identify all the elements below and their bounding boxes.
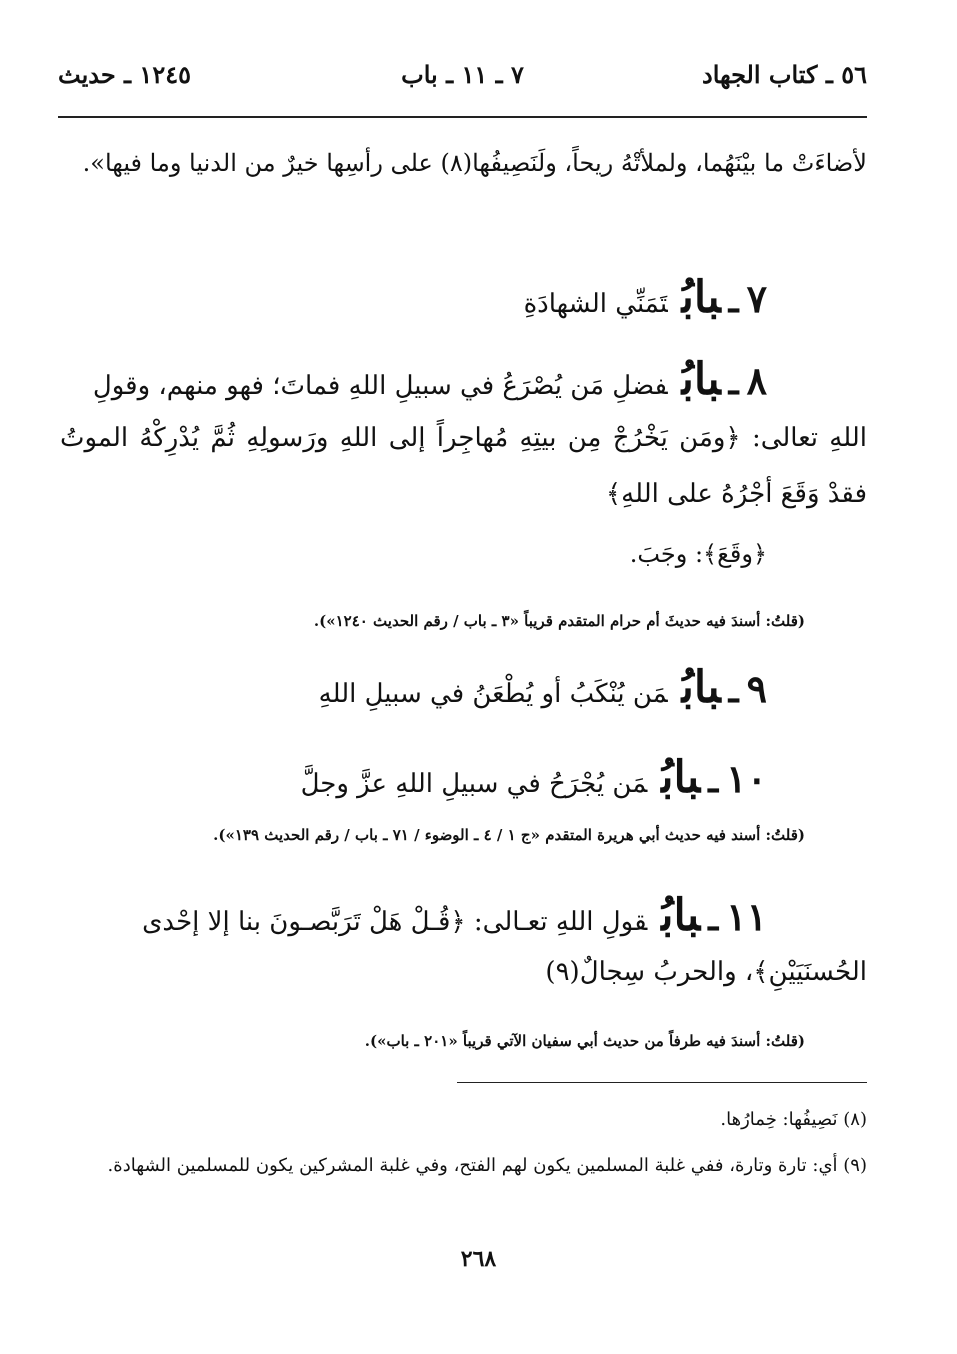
bab-dash: ـ — [708, 761, 719, 801]
word-gloss: ﴿وقَعَ﴾: وجَبَ. — [629, 540, 767, 568]
header-hadith: ١٢٤٥ ـ حديث — [58, 60, 191, 89]
bab-number: ٨ — [746, 358, 767, 403]
header-chapter: ٥٦ ـ كتاب الجهاد — [702, 60, 867, 89]
running-header — [58, 52, 867, 96]
bab-title: قولِ اللهِ تعـالى: ﴿قُـلْ هَلْ تَرَبَّصـونَ بنا إلا إحْدى — [142, 907, 648, 937]
footnote-divider — [457, 1082, 867, 1083]
bab-dash: ـ — [728, 671, 739, 711]
bab-title: تَمَنِّي الشهادَةِ — [523, 289, 668, 319]
bab-number: ٧ — [746, 276, 767, 321]
footnote-9: (٩) أي: تارة وتارة، ففي غلبة المسلمين يكون لهم الفتح، وفي غلبة المشركين يكون للمسلمين الشهادة. — [107, 1155, 867, 1176]
bab-11-title-continued: الحُسنَيَيْنِ﴾، والحربُ سِجالٌ(٩) — [545, 957, 867, 987]
bab-7-heading — [60, 272, 767, 323]
bab-word: بابُ — [661, 890, 701, 941]
opening-paragraph: لأضاءَتْ ما بيْنَهُما، ولملأتْهُ ريحاً، ولَنَصِيفُها(٨) على رأسِها خيرٌ من الدنيا وما فيها». — [82, 149, 867, 177]
bab-word: بابُ — [681, 354, 721, 405]
editor-note: (قلتُ: أسندَ فيه حديثَ أم حرام المتقدم قريباً «٣ ـ باب / رقم الحديث ١٢٤٠»). — [313, 612, 805, 630]
bab-number: ١١ — [726, 894, 767, 939]
bab-number: ٩ — [746, 666, 767, 711]
bab-8-heading — [60, 352, 767, 414]
bab-8-title-continued: اللهِ تعالى: ﴿ومَن يَخْرُجْ مِن بيتِهِ مُهاجِراً إلى اللهِ ورَسولِهِ ثُمَّ يُدْرِكْهُ الموتُ فقدْ وَقَعَ أجْرُهُ على اللهِ﴾ — [60, 423, 867, 509]
bab-title: مَن يُجْرَحُ في سبيلِ اللهِ عزَّ وجلَّ — [300, 769, 648, 799]
bab-title: فضلِ مَن يُصْرَعُ في سبيلِ اللهِ فماتَ؛ فهو منهم، وقولِ — [92, 371, 668, 401]
bab-dash: ـ — [728, 363, 739, 403]
bab-title: مَن يُنْكَبُ أو يُطْعَنُ في سبيلِ اللهِ — [318, 679, 668, 709]
footnote-8: (٨) نَصِيفُها: خِمارُها. — [720, 1109, 867, 1130]
page-number: ٢٦٨ — [460, 1246, 497, 1272]
header-divider — [58, 116, 867, 118]
bab-10-heading — [60, 752, 767, 803]
header-section: ٧ ـ ١١ ـ باب — [401, 60, 524, 89]
bab-number: ١٠ — [726, 756, 767, 801]
bab-word: بابُ — [681, 662, 721, 713]
bab-dash: ـ — [708, 899, 719, 939]
bab-9-heading — [60, 662, 767, 713]
editor-note: (قلتُ: أسندَ فيه طرفاً من حديث أبي سفيان الآتي قريباً «٢٠١ ـ باب»). — [364, 1032, 805, 1050]
bab-word: بابُ — [661, 752, 701, 803]
bab-word: بابُ — [681, 272, 721, 323]
bab-dash: ـ — [728, 281, 739, 321]
bab-11-heading — [60, 888, 767, 950]
editor-note: (قلتُ: أسند فيه حديث أبي هريرة المتقدم «ج ١ / ٤ ـ الوضوء / ٧١ ـ باب / رقم الحديث ١٣٩»). — [213, 826, 805, 844]
